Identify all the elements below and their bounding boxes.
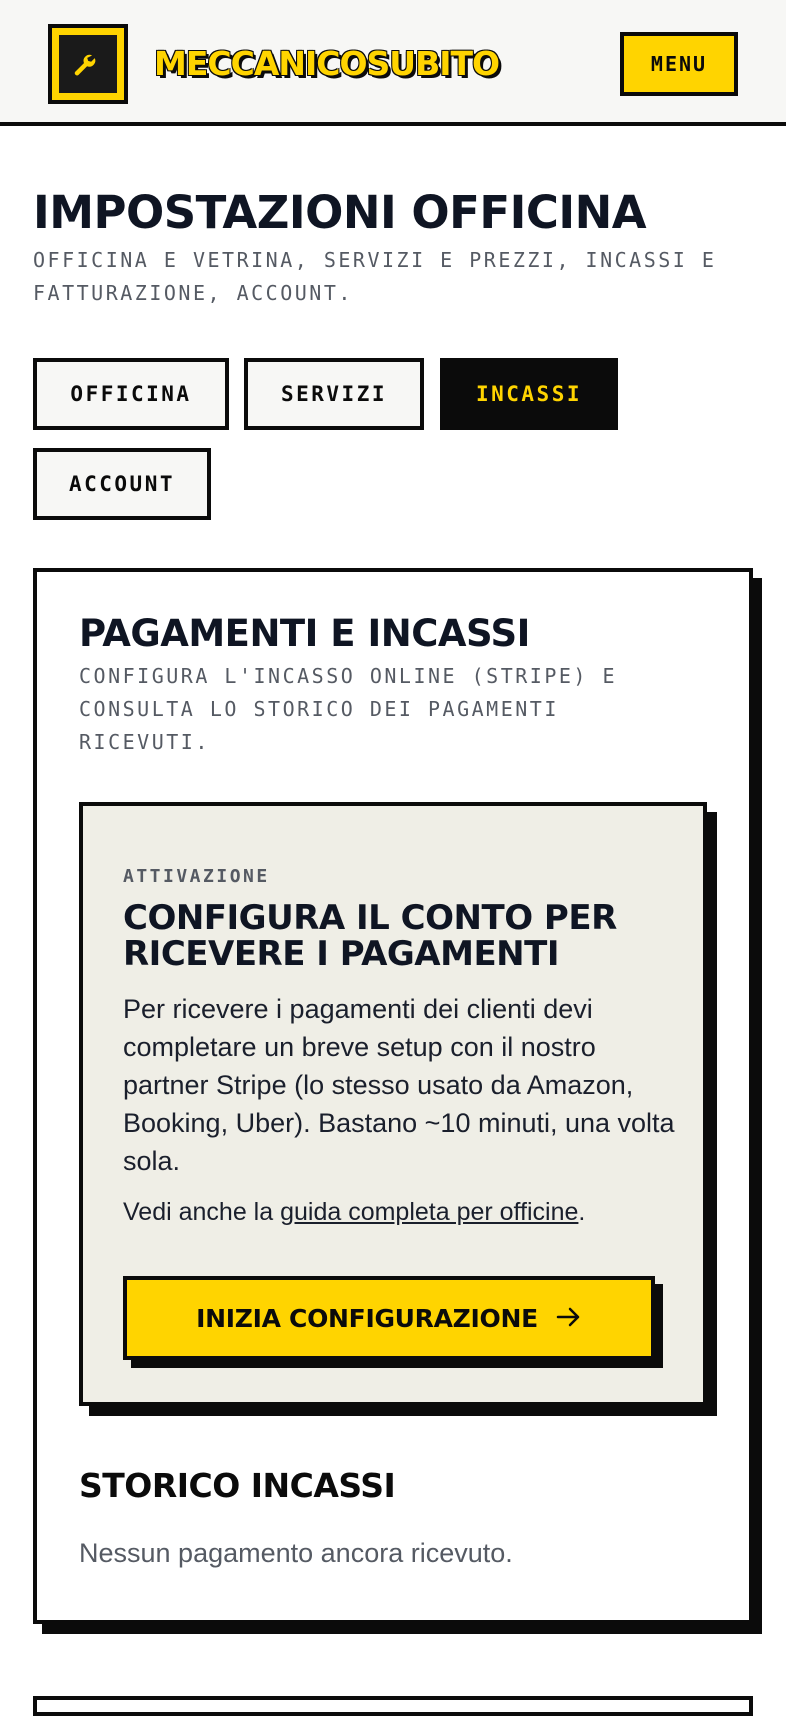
setup-note-suffix: .: [578, 1198, 586, 1226]
setup-title: CONFIGURA IL CONTO PER RICEVERE I PAGAMENTI: [123, 898, 617, 974]
payments-subtitle: CONFIGURA L'INCASSO ONLINE (STRIPE) E CONSULTA LO STORICO DEI PAGAMENTI RICEVUTI.: [79, 664, 618, 754]
arrow-right-icon: [556, 1302, 582, 1335]
payments-title: PAGAMENTI E INCASSI: [79, 612, 530, 655]
setup-body: Per ricevere i pagamenti dei clienti devi completare un breve setup con il nostro partner Stripe (lo stesso usato da Amazon, Booking, Uber). Bastano ~10 minuti, una volta sola.: [123, 994, 675, 1176]
tab-incassi[interactable]: INCASSI: [440, 358, 618, 430]
top-header: [0, 0, 786, 126]
logo[interactable]: [48, 24, 128, 104]
setup-note-prefix: Vedi anche la: [123, 1198, 281, 1226]
setup-note: [123, 1198, 683, 1227]
brand-name[interactable]: MECCANICOSUBITO: [154, 44, 500, 83]
guide-link[interactable]: guida completa per officine: [280, 1198, 579, 1226]
payments-card: [33, 568, 753, 1624]
history-empty-text: Nessun pagamento ancora ricevuto.: [79, 1538, 513, 1568]
menu-button[interactable]: MENU: [620, 32, 738, 96]
tab-servizi[interactable]: SERVIZI: [244, 358, 424, 430]
next-card: [33, 1696, 753, 1716]
tab-officina[interactable]: OFFICINA: [33, 358, 229, 430]
page-subtitle: OFFICINA E VETRINA, SERVIZI E PREZZI, INCASSI E FATTURAZIONE, ACCOUNT.: [33, 248, 717, 305]
history-title: STORICO INCASSI: [79, 1466, 396, 1505]
setup-eyebrow: ATTIVAZIONE: [123, 866, 270, 887]
page-title: IMPOSTAZIONI OFFICINA: [33, 186, 647, 239]
wrench-icon: [59, 35, 117, 93]
setup-panel: [79, 802, 707, 1406]
start-setup-button[interactable]: [123, 1276, 655, 1360]
tab-account[interactable]: ACCOUNT: [33, 448, 211, 520]
start-setup-label: INIZIA CONFIGURAZIONE: [196, 1303, 538, 1333]
